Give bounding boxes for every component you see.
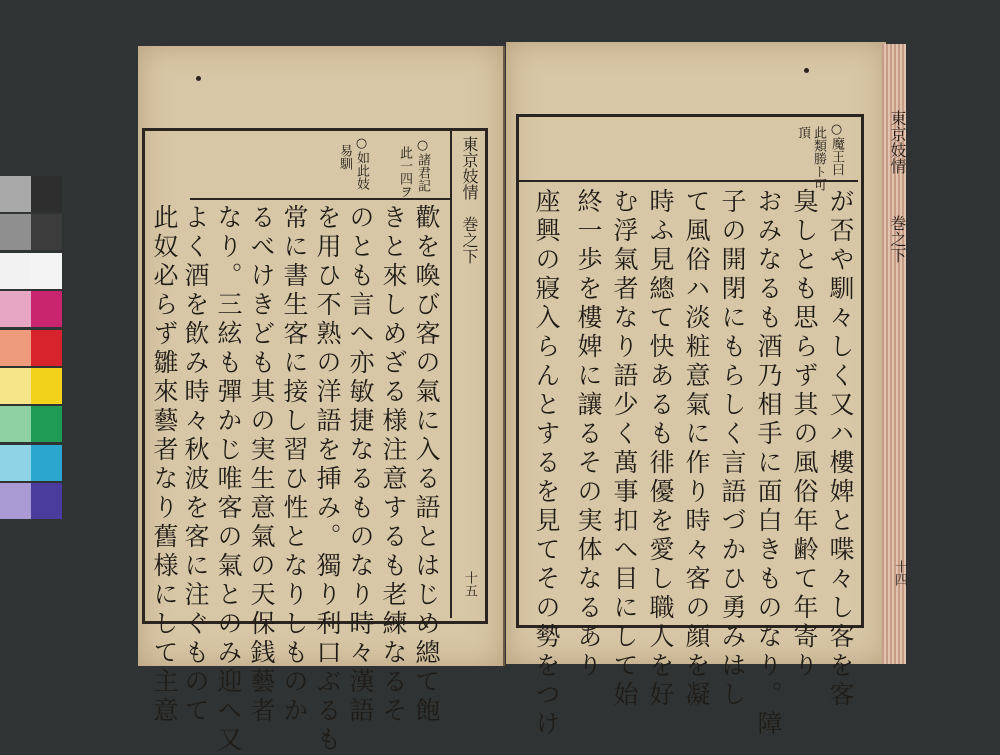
right-text-column: 座興の寢入らんとするを見てその勢をつけ (532, 188, 561, 739)
calibration-swatch (0, 445, 31, 481)
right-text-column: が否や馴々しく又ハ樓婢と喋々し客を客 (826, 188, 855, 710)
left-text-column: のとも言へ亦敏捷なるものなり時々漢語 (346, 204, 375, 726)
open-book (138, 40, 907, 755)
right-text-column: む浮氣者なり語少く萬事扣へ目にして始 (610, 188, 639, 710)
right-note-1: ○魔王曰 (829, 122, 844, 176)
right-note-2: 此類勝ト可 (811, 126, 826, 191)
calibration-swatch (0, 291, 31, 327)
right-text-column: 時ふ見總て快あるも徘優を愛し職人を好 (646, 188, 675, 710)
left-note-1: ○諸君記 (415, 138, 430, 192)
right-text-column: て風俗ハ淡粧意氣に作り時々客の顔を凝 (682, 188, 711, 710)
right-note-rule (518, 180, 858, 182)
calibration-swatch (31, 406, 62, 442)
right-text-column: おみなるも酒乃相手に面白きものなり。障 (754, 188, 783, 739)
right-page-number: 十四 (892, 560, 907, 586)
left-page (138, 46, 505, 755)
calibration-swatch (31, 445, 62, 481)
calibration-swatch (31, 330, 62, 366)
right-spine-title: 東京妓情 (888, 110, 907, 174)
calibration-swatch (31, 253, 62, 289)
left-text-column: きと來しめざる様注意するも老練なるそ (379, 204, 408, 726)
binding-hole (804, 68, 809, 73)
calibration-swatch (0, 483, 31, 519)
left-note-2: 此一四ヲ (397, 146, 412, 198)
left-text-column: よく酒を飲み時々秋波を客に注ぐものて (181, 204, 210, 726)
calibration-swatch (0, 253, 31, 289)
left-spine-rule (450, 130, 452, 618)
left-text-column: を用ひ不熟の洋語を挿み。獨り利口ぶるも (313, 204, 342, 755)
calibration-swatch (0, 406, 31, 442)
calibration-swatch (0, 176, 31, 212)
calibration-swatch (31, 214, 62, 250)
right-text-column: 終一歩を樓婢に讓るその実体なるあり (574, 188, 603, 681)
right-spine-volume: 巻之下 (888, 215, 907, 263)
calibration-swatch (31, 291, 62, 327)
calibration-swatch (31, 176, 62, 212)
left-note-rule (190, 198, 452, 200)
color-calibration-strip (0, 176, 62, 522)
left-page-number: 十五 (462, 571, 477, 597)
left-text-column: 此奴必らず雛來藝者なり舊様にして主意 (150, 204, 179, 726)
calibration-swatch (31, 368, 62, 404)
right-note-3: 頂 (795, 126, 810, 139)
calibration-swatch (0, 330, 31, 366)
calibration-swatch (31, 483, 62, 519)
left-text-column: 歡を喚び客の氣に入る語とはじめ總て飽 (412, 204, 441, 726)
binding-hole (196, 76, 201, 81)
left-spine-volume: 巻之下 (460, 216, 479, 264)
left-text-column: るべけきども其の実生意氣の天保銭藝者 (247, 204, 276, 726)
left-text-column: なり。三絃も彈かじ唯客の氣とのみ迎へ又 (214, 204, 243, 755)
left-spine-title: 東京妓情 (460, 136, 479, 200)
calibration-swatch (0, 368, 31, 404)
left-note-3: ○如此妓 (354, 136, 369, 190)
right-text-column: 子の開閉にもらしく言語づかひ勇みはし (718, 188, 747, 710)
right-text-column: 臭しとも思らず其の風俗年齢て年寄り (790, 188, 819, 681)
left-note-4: 易馴 (337, 144, 352, 170)
left-text-column: 常に書生客に接し習ひ性となりしものか (280, 204, 309, 726)
right-page (506, 42, 886, 739)
calibration-swatch (0, 214, 31, 250)
